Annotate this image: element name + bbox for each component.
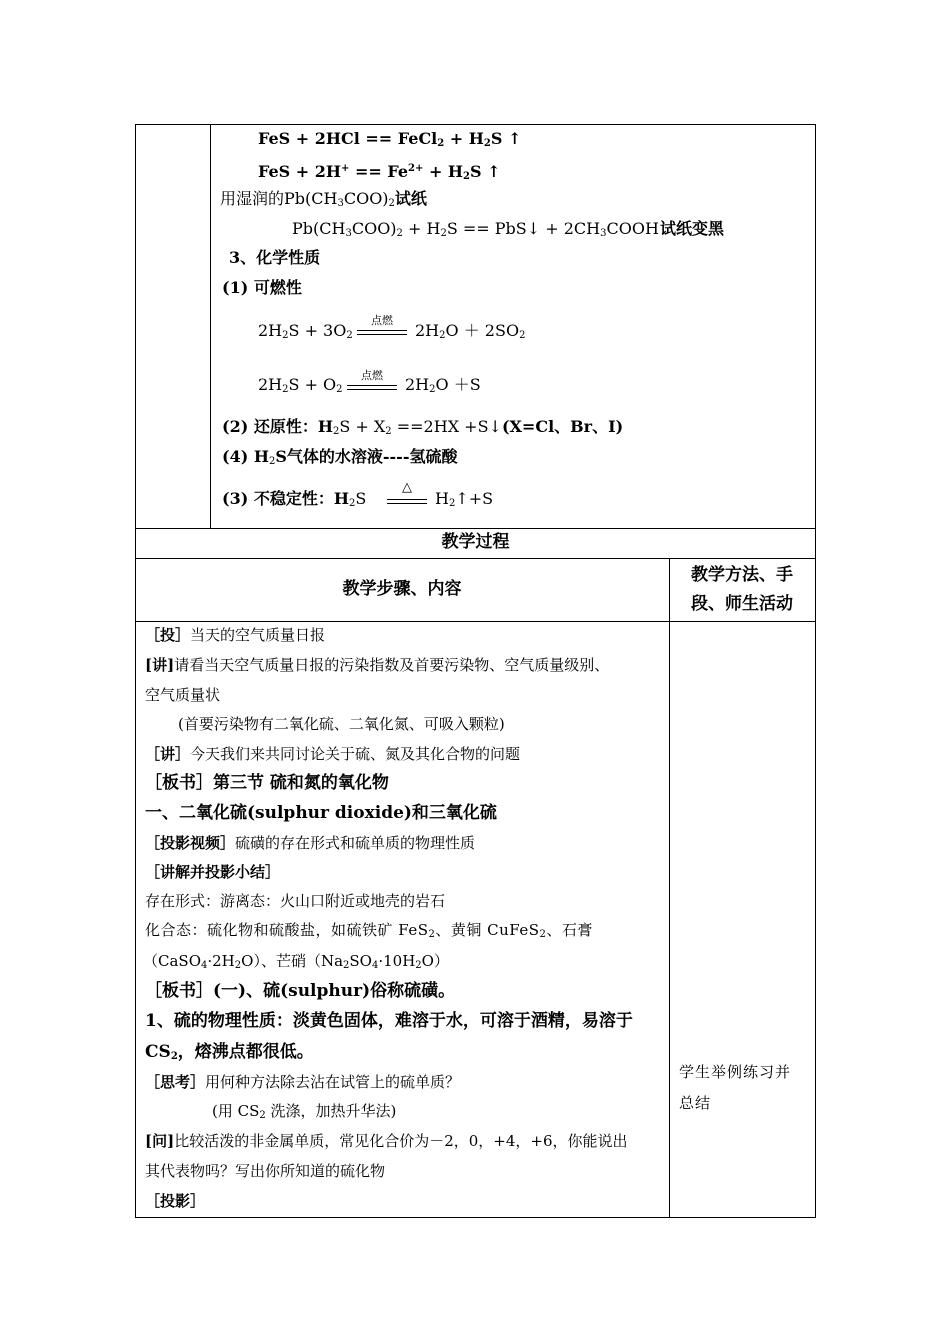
instability-right: $H_2↑+S$	[435, 489, 494, 509]
sulfur-dioxide-heading: 一、二氧化硫(sulphur dioxide)和三氧化硫	[145, 803, 497, 823]
content-line-16: ［思考］用何种方法除去沾在试管上的硫单质？	[145, 1073, 461, 1091]
equation-fes-hcl: FeS + 2HCl == FeCl$_2$ + $H_2S$ ↑	[258, 129, 522, 149]
equation-complete-combustion-right: $2H_2O + 2SO_2$	[415, 321, 526, 341]
equation-fes-ionic: FeS + $2H^+ == Fe^{2+} + H_2S$ ↑	[258, 162, 501, 182]
teaching-process-header: 教学过程	[441, 532, 510, 552]
row-divider-2	[135, 558, 816, 559]
methods-column-divider	[669, 558, 670, 1218]
reaction-arrow-2	[347, 385, 397, 390]
condition-heat: △	[402, 480, 412, 495]
sulfur-physical-properties-cont: $CS_2$，熔沸点都很低。	[145, 1042, 314, 1062]
equation-complete-combustion-left: $2H_2S + 3O_2$	[258, 321, 353, 341]
condition-ignite-1: 点燃	[371, 314, 393, 327]
table-top-border	[135, 124, 816, 125]
reducing-property: (2) 还原性：$H_2S + X_2 ==2HX$ +S↓(X=Cl、Br、I)	[222, 417, 624, 437]
instability-left: (3) 不稳定性：$H_2S$	[222, 489, 367, 509]
blackboard-section-title: ［板书］第三节 硫和氮的氧化物	[145, 773, 389, 793]
side-note-line-1: 学生举例练习并	[679, 1063, 792, 1081]
table-right-border	[815, 124, 816, 1218]
side-note-line-2: 总结	[679, 1094, 712, 1112]
aqueous-solution: (4) $H_2S$气体的水溶液----氢硫酸	[222, 447, 458, 467]
content-line-20: ［投影］	[145, 1192, 206, 1210]
sulfur-heading: ［板书］(一)、硫(sulphur)俗称硫磺。	[145, 981, 456, 1001]
paper-turns-black: 试纸变黑	[660, 219, 725, 238]
equation-incomplete-combustion-left: $2H_2S + O_2$	[258, 375, 343, 395]
content-line-11: 化合态：硫化物和硫酸盐，如硫铁矿 FeS$_2$、黄铜 CuFeS$_2$、石膏	[145, 921, 593, 940]
condition-ignite-2: 点燃	[361, 369, 383, 382]
steps-column-header: 教学步骤、内容	[342, 579, 462, 599]
detection-method: 用湿润的$Pb(CH_3COO)_2$试纸	[220, 189, 427, 209]
content-line-10: 存在形式：游离态：火山口附近或地壳的岩石	[145, 892, 446, 910]
equation-lead-acetate: $Pb(CH_3COO)_2 + H_2S$ == PbS↓ + $2CH_3COOH$	[292, 219, 659, 239]
content-line-4: (首要污染物有二氧化硫、二氧化氮、可吸入颗粒)	[178, 715, 505, 733]
content-line-1: ［投］当天的空气质量日报	[145, 626, 326, 644]
equation-incomplete-combustion-right: $2H_2O +S$	[405, 375, 481, 395]
row-divider-3	[135, 621, 816, 622]
row-divider-1	[135, 528, 816, 529]
content-line-8: ［投影视频］硫磺的存在形式和硫单质的物理性质	[145, 834, 476, 852]
reaction-arrow-3	[387, 499, 427, 504]
combustibility-heading: (1) 可燃性	[222, 278, 302, 297]
content-line-12: $(CaSO_4\cdot 2H_2O)$、芒硝$(Na_2SO_4\cdot 10H_2O)$	[143, 952, 449, 971]
reaction-arrow-1	[357, 330, 407, 335]
content-line-17: (用 $CS_2$ 洗涤，加热升华法)	[212, 1102, 397, 1121]
table-bottom-border	[135, 1217, 816, 1218]
content-line-3: 空气质量状	[145, 686, 221, 704]
content-line-9: ［讲解并投影小结］	[145, 863, 281, 881]
content-line-2: [讲]请看当天空气质量日报的污染指数及首要污染物、空气质量级别、	[145, 656, 610, 674]
content-line-19: 其代表物吗？写出你所知道的硫化物	[145, 1162, 386, 1180]
chemical-properties-heading: 3、化学性质	[229, 248, 321, 267]
table-left-border	[135, 124, 136, 1218]
content-line-5: ［讲］今天我们来共同讨论关于硫、氮及其化合物的问题	[145, 745, 521, 763]
top-inner-divider	[210, 124, 211, 528]
methods-column-header-line2: 段、师生活动	[691, 594, 793, 614]
methods-column-header-line1: 教学方法、手	[691, 565, 793, 585]
sulfur-physical-properties: 1、硫的物理性质：淡黄色固体，难溶于水，可溶于酒精，易溶于	[145, 1011, 633, 1031]
content-line-18: [问]比较活泼的非金属单质，常见化合价为－2，0，+4，+6，你能说出	[145, 1132, 628, 1150]
